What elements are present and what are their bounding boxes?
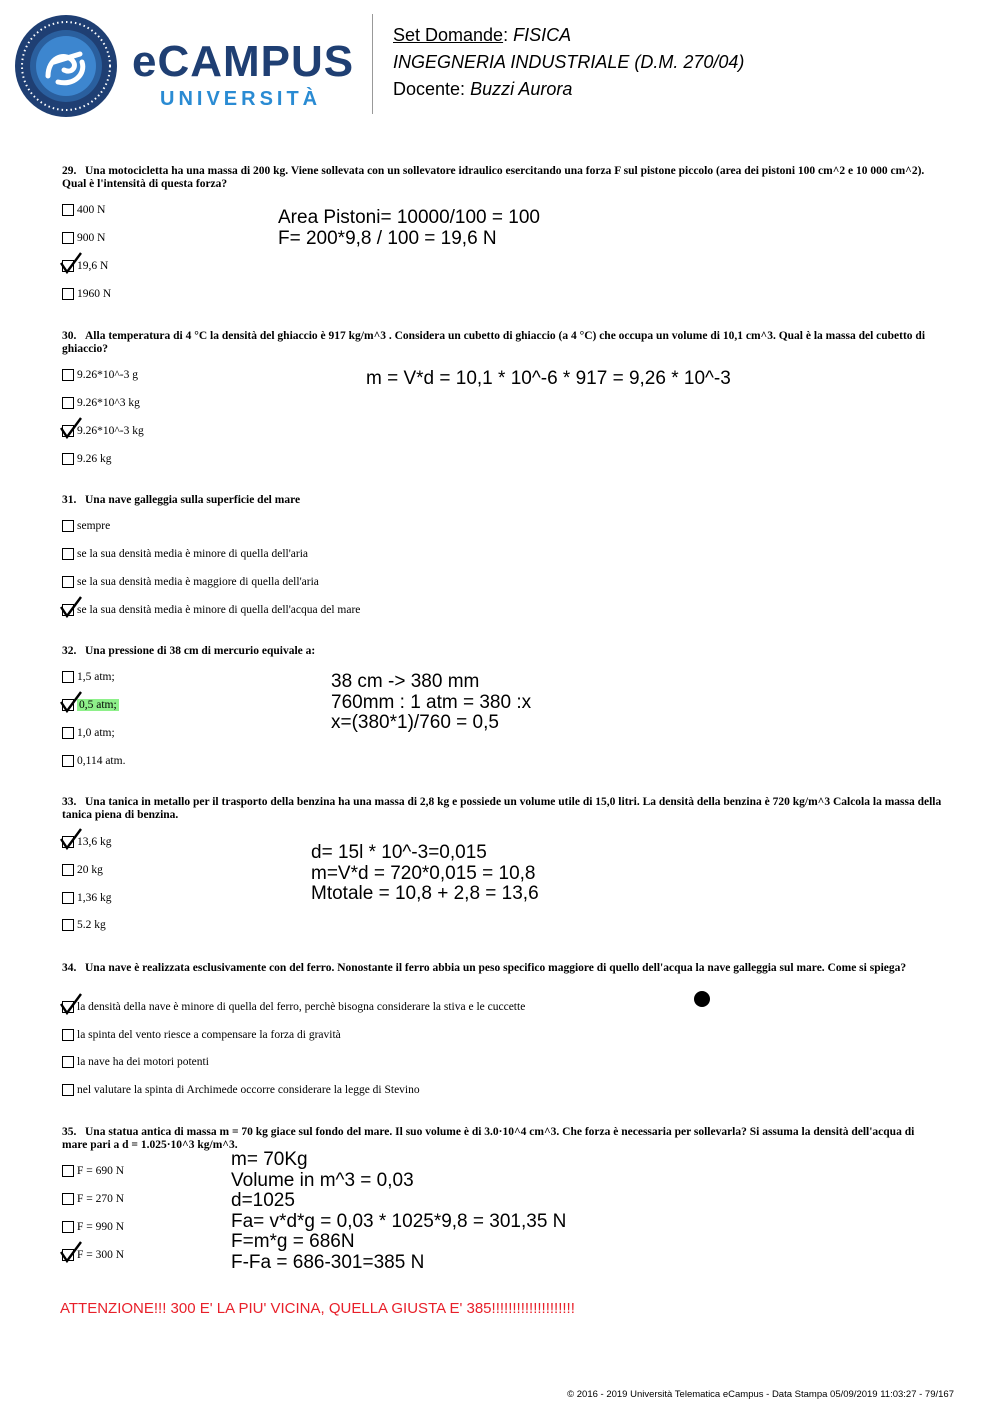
option[interactable]: 9.26 kg [62,452,112,468]
checkbox[interactable] [62,1165,74,1177]
option[interactable]: 9.26*10^-3 g [62,368,138,384]
checkmark-icon [59,1240,83,1264]
checkbox[interactable] [62,1056,74,1068]
ecampus-logo [14,14,118,118]
question-31: 31. Una nave galleggia sulla superficie del mare [62,494,301,506]
checkbox[interactable] [62,1221,74,1233]
checkbox[interactable] [62,755,74,767]
checkbox[interactable] [62,288,74,300]
handwritten-notes: d= 15l * 10^-3=0,015 m=V*d = 720*0,015 = 10,8 Mtotale = 10,8 + 2,8 = 13,6 [311,842,539,904]
checkbox[interactable] [62,576,74,588]
question-30: 30. Alla temperatura di 4 °C la densità del ghiaccio è 917 kg/m^3 . Considera un cubetto di ghiaccio (a 4 °C) che occupa un volume di 10,1 cm^3. Qual è la massa del cubetto di ghiaccio? [62,330,926,355]
checkmark-icon [59,827,83,851]
option[interactable]: 1,0 atm; [62,726,115,742]
handwritten-notes: m= 70Kg Volume in m^3 = 0,03 d=1025 Fa= v*d*g = 0,03 * 1025*9,8 = 301,35 N F=m*g = 686N F-Fa = 686-301=385 N [231,1149,567,1273]
option[interactable]: F = 690 N [62,1164,124,1180]
option[interactable]: F = 270 N [62,1192,124,1208]
option[interactable]: 1,36 kg [62,891,112,907]
handwritten-notes: m = V*d = 10,1 * 10^-6 * 917 = 9,26 * 10^-3 [366,368,731,389]
highlighted-answer: 0,5 atm; [79,699,117,711]
checkbox[interactable] [62,1084,74,1096]
checkbox[interactable] [62,919,74,931]
teacher-name: Buzzi Aurora [470,79,573,99]
checkmark-icon [59,595,83,619]
option[interactable]: la spinta del vento riesce a compensare la forza di gravità [62,1028,341,1044]
question-33: 33. Una tanica in metallo per il trasporto della benzina ha una massa di 2,8 kg e possiede un volume utile di 15,0 litri. La densità della benzina è 720 kg/m^3 Calcola la massa della tanica piena di benzina. [62,796,942,821]
brand-wordmark: eCAMPUS [132,37,355,86]
checkbox[interactable] [62,548,74,560]
question-34: 34. Una nave è realizzata esclusivamente con del ferro. Nonostante il ferro abbia un peso specifico maggiore di quello dell'acqua la nave galleggia sul mare. Come si spiega? [62,962,907,974]
checkbox[interactable] [62,453,74,465]
header-line-teacher [393,78,572,100]
subject: FISICA [513,25,572,45]
checkbox[interactable] [62,727,74,739]
checkbox[interactable] [62,892,74,904]
checkbox[interactable] [62,864,74,876]
warning-note: ATTENZIONE!!! 300 E' LA PIU' VICINA, QUELLA GIUSTA E' 385!!!!!!!!!!!!!!!!!!!! [60,1300,575,1317]
brand-subtitle: UNIVERSITÀ [160,88,322,110]
checkmark-icon [59,690,83,714]
option[interactable]: se la sua densità media è maggiore di quella dell'aria [62,575,319,591]
option-selected[interactable]: se la sua densità media è minore di quella dell'acqua del mare [62,603,360,619]
option[interactable]: sempre [62,519,110,535]
header-divider [372,14,373,114]
handwritten-notes: 38 cm -> 380 mm 760mm : 1 atm = 380 :x x=(380*1)/760 = 0,5 [331,671,532,733]
checkmark-icon [59,992,83,1016]
option-selected[interactable]: la densità della nave è minore di quella del ferro, perchè bisogna considerare la stiva e le cuccette [62,1000,525,1016]
checkbox[interactable] [62,520,74,532]
handwritten-notes: Area Pistoni= 10000/100 = 100 F= 200*9,8 / 100 = 19,6 N [278,207,540,249]
ink-dot [694,991,710,1007]
checkbox[interactable] [62,1193,74,1205]
option[interactable]: 1,5 atm; [62,670,115,686]
option[interactable]: 400 N [62,203,105,219]
checkmark-icon [59,251,83,275]
option-selected[interactable]: 13,6 kg [62,835,112,851]
footer: © 2016 - 2019 Università Telematica eCampus - Data Stampa 05/09/2019 11:03:27 - 79/167 [567,1389,954,1400]
option[interactable]: nel valutare la spinta di Archimede occorre considerare la legge di Stevino [62,1083,420,1099]
option-selected[interactable] [62,698,119,714]
option[interactable]: 900 N [62,231,105,247]
option-selected[interactable]: 19,6 N [62,259,108,275]
question-29: 29. Una motocicletta ha una massa di 200 kg. Viene sollevata con un sollevatore idraulico esercitando una forza F sul pistone piccolo (area dei pistoni 100 cm^2 e 10 000 cm^2). Qual è l'intensità di questa forza? [62,165,925,190]
option[interactable]: 0,114 atm. [62,754,125,770]
checkbox[interactable] [62,204,74,216]
course: INGEGNERIA INDUSTRIALE (D.M. 270/04) [393,52,745,72]
question-32: 32. Una pressione di 38 cm di mercurio equivale a: [62,645,316,657]
option-selected[interactable]: F = 300 N [62,1248,124,1264]
option[interactable]: se la sua densità media è minore di quella dell'aria [62,547,308,563]
option[interactable]: 1960 N [62,287,111,303]
option[interactable]: la nave ha dei motori potenti [62,1055,209,1071]
teacher-label: Docente: [393,79,466,99]
checkbox[interactable] [62,397,74,409]
checkbox[interactable] [62,369,74,381]
set-label: Set Domande [393,25,504,45]
option[interactable]: F = 990 N [62,1220,124,1236]
checkbox[interactable] [62,232,74,244]
checkbox[interactable] [62,671,74,683]
option[interactable]: 20 kg [62,863,103,879]
checkbox[interactable] [62,1029,74,1041]
option-selected[interactable]: 9.26*10^-3 kg [62,424,144,440]
header-line-subject: Set Domande: FISICA [393,25,572,45]
question-35: 35. Una statua antica di massa m = 70 kg giace sul fondo del mare. Il suo volume è di 3.0·10^4 cm^3. Che forza è necessaria per sollevarla? Si assuma la densità dell'acqua di mare pari a d = 1.025·10^3 kg/m^3. [62,1126,915,1151]
checkmark-icon [59,416,83,440]
option[interactable]: 5.2 kg [62,918,106,934]
option[interactable]: 9.26*10^3 kg [62,396,140,412]
